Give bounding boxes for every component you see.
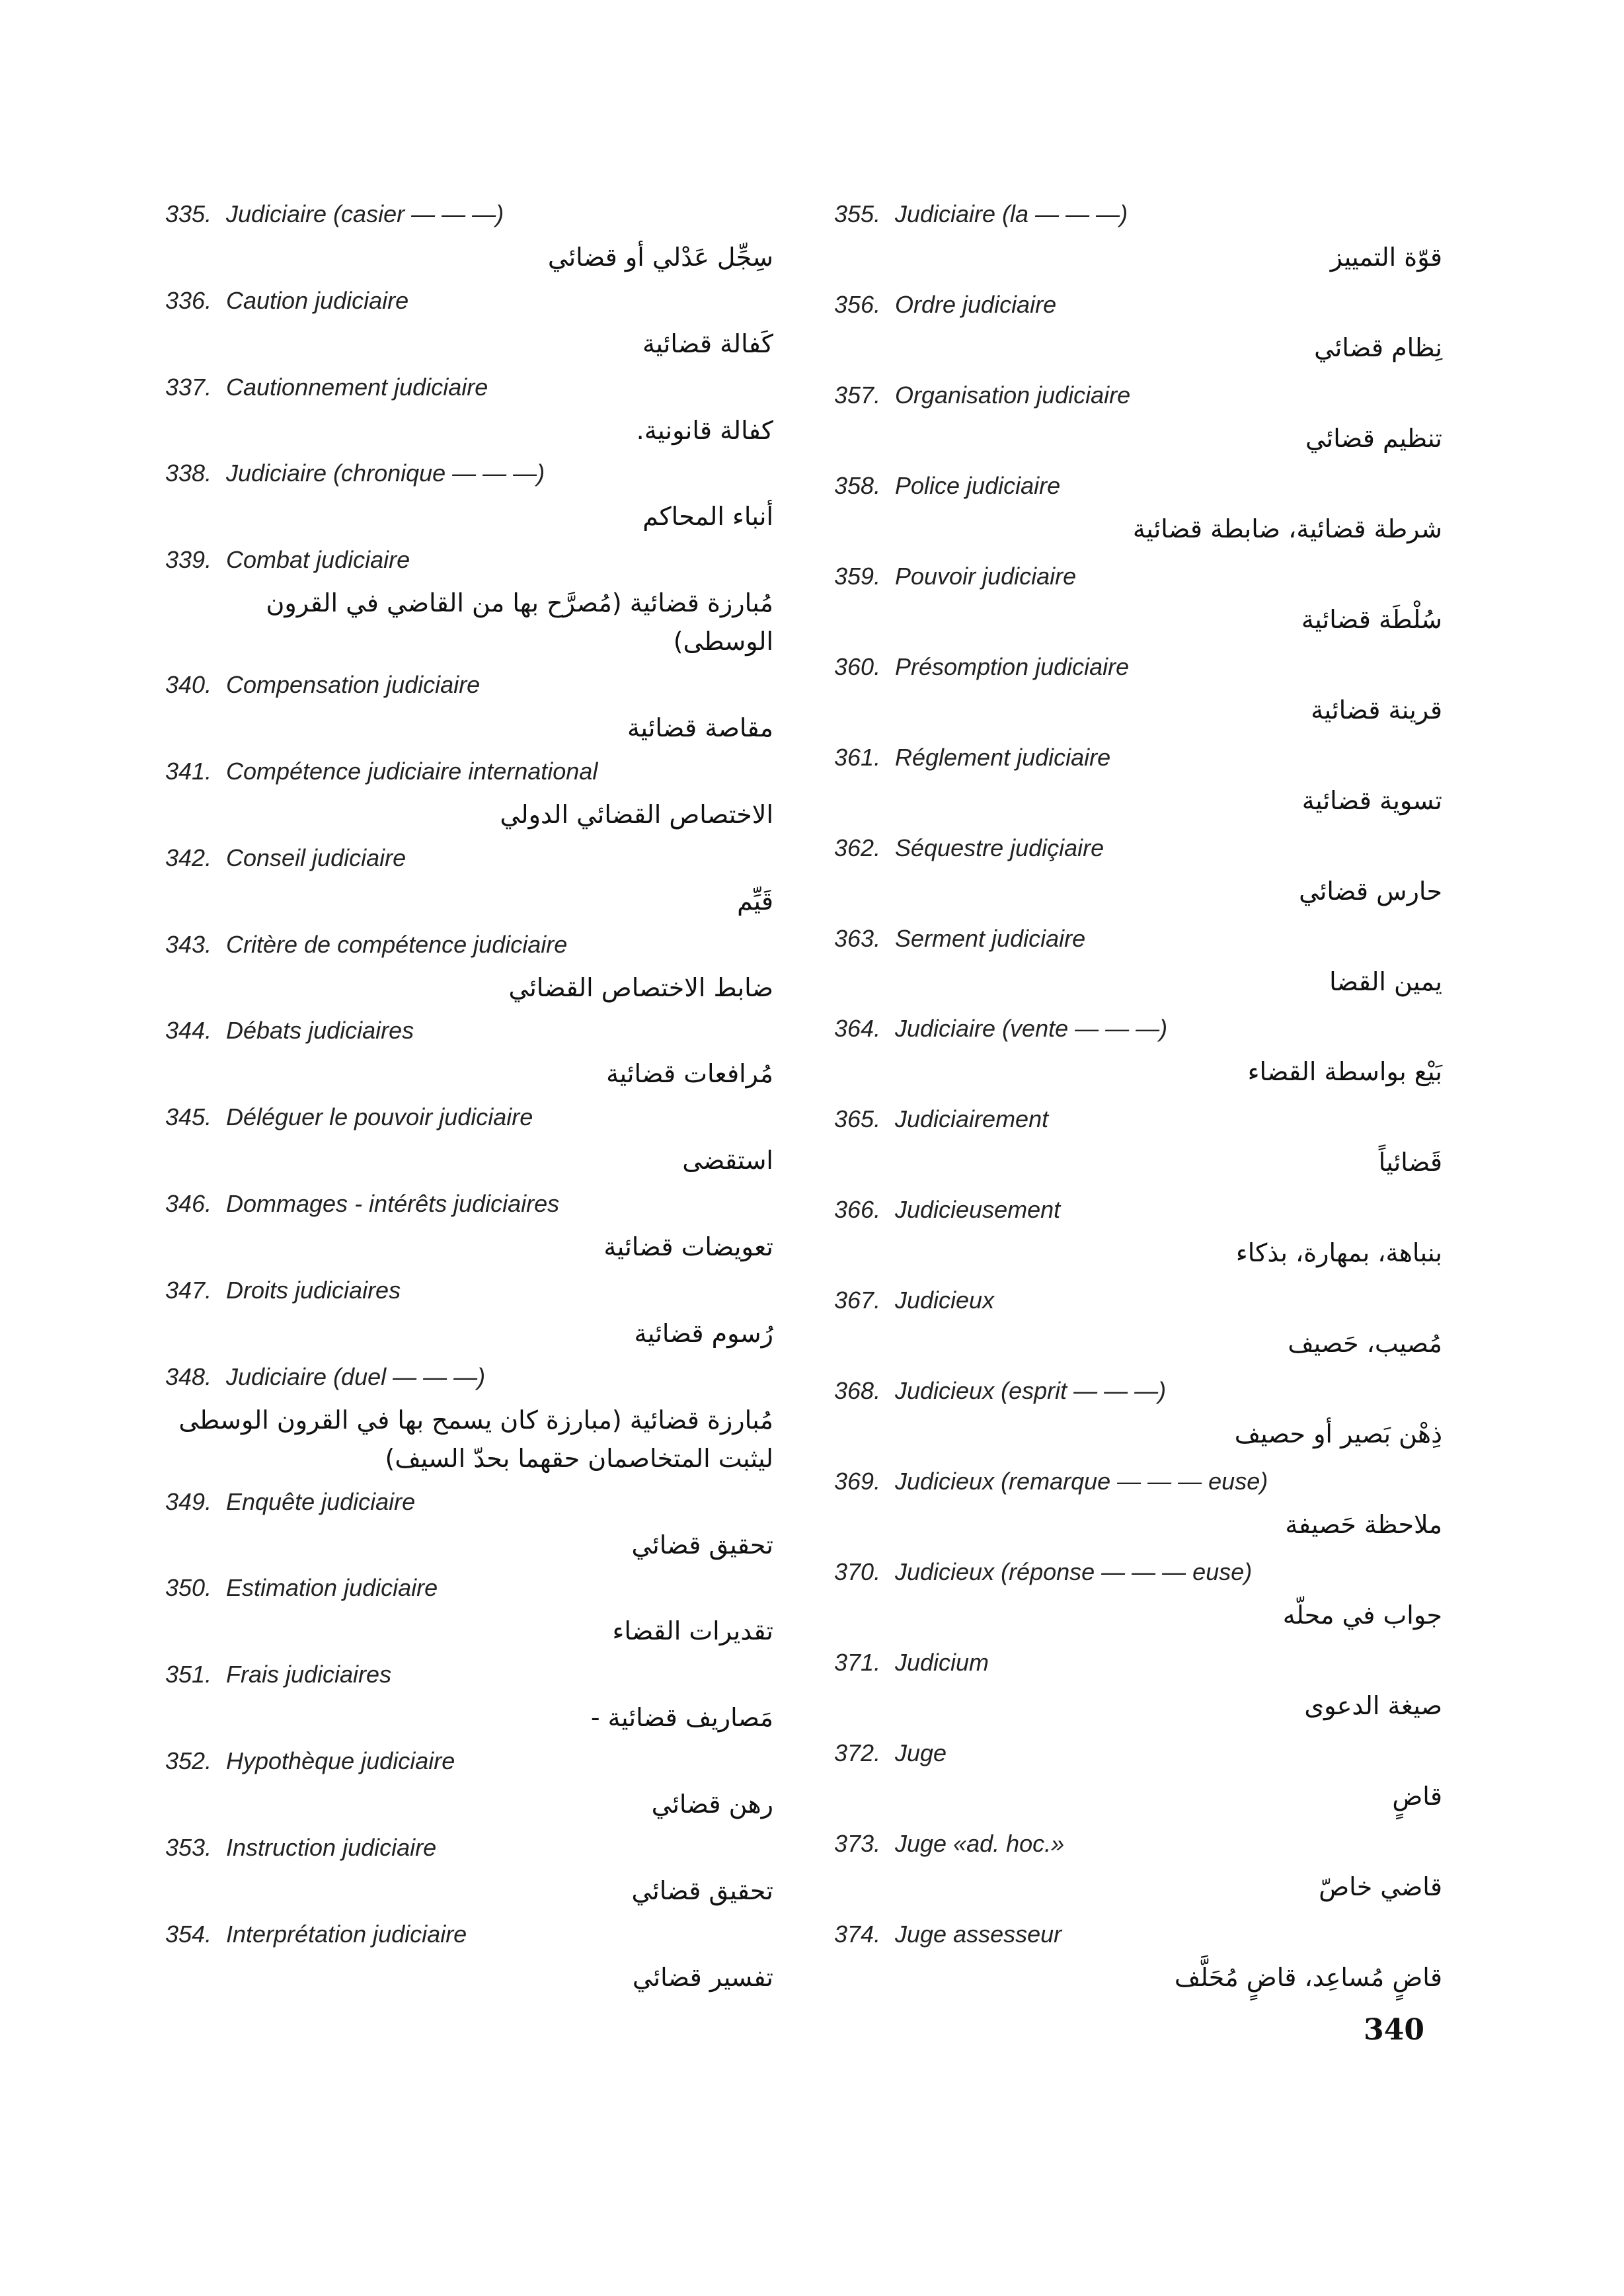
entry-term: Organisation judiciaire: [895, 381, 1131, 409]
entry-arabic-translation: سِجِّل عَدْلي أو قضائي: [547, 243, 773, 272]
entry-number: 373.: [834, 1829, 881, 1857]
entry-number: 353.: [165, 1833, 212, 1861]
entry-french-term: [165, 457, 773, 489]
entry-french-term: [834, 1556, 1442, 1588]
entry-french-term: [165, 372, 773, 403]
entry-number: 372.: [834, 1739, 881, 1766]
dictionary-entry: [165, 842, 773, 920]
dictionary-entry: [165, 756, 773, 834]
entry-number: 361.: [834, 743, 881, 771]
entry-term: Judiciairement: [895, 1105, 1049, 1133]
dictionary-entry: [165, 1188, 773, 1266]
page-number: 340: [1364, 2013, 1424, 2047]
dictionary-entry: [165, 1659, 773, 1737]
entry-term: Instruction judiciaire: [226, 1833, 437, 1861]
entry-number: 339.: [165, 546, 212, 574]
entry-number: 363.: [834, 924, 881, 952]
entry-term: Judiciaire (chronique — — —): [226, 459, 545, 487]
entry-french-term: [834, 1466, 1442, 1497]
entry-arabic-translation: بنباهة، بمهارة، بذكاء: [1235, 1238, 1442, 1268]
dictionary-entry: [834, 1013, 1442, 1091]
entry-term: Réglement judiciaire: [895, 743, 1111, 771]
entry-number: 336.: [165, 286, 212, 314]
entry-number: 362.: [834, 834, 881, 861]
entry-number: 338.: [165, 459, 212, 487]
dictionary-entry: [165, 1919, 773, 1997]
entry-french-term: [834, 1103, 1442, 1135]
entry-arabic-translation: كفالة قانونية.: [636, 415, 773, 445]
entry-number: 354.: [165, 1920, 212, 1948]
entry-number: 369.: [834, 1468, 881, 1495]
entry-arabic-translation: تسوية قضائية: [1301, 785, 1442, 815]
dictionary-entry: [834, 470, 1442, 548]
entry-french-term: [165, 1188, 773, 1220]
entry-french-term: [834, 1919, 1442, 1950]
entry-term: Enquête judiciaire: [226, 1487, 416, 1515]
entry-arabic-translation: ضابط الاختصاص القضائي: [508, 972, 773, 1002]
entry-number: 358.: [834, 471, 881, 499]
entry-number: 337.: [165, 373, 212, 401]
entry-term: Serment judiciaire: [895, 924, 1086, 952]
dictionary-entry: [165, 1832, 773, 1910]
entry-term: Judicieux (remarque — — — euse): [895, 1468, 1268, 1495]
entry-number: 370.: [834, 1558, 881, 1586]
dictionary-entry: [165, 198, 773, 276]
entry-arabic-translation: تحقيق قضائي: [631, 1530, 773, 1560]
entry-french-term: [834, 742, 1442, 773]
entry-number: 368.: [834, 1377, 881, 1405]
entry-french-term: [834, 1737, 1442, 1769]
entry-term: Judicieusement: [895, 1196, 1061, 1224]
entry-french-term: [165, 1361, 773, 1393]
entry-term: Juge «ad. hoc.»: [895, 1829, 1065, 1857]
entry-term: Estimation judiciaire: [226, 1574, 438, 1602]
entry-arabic-translation: كَفالة قضائية: [642, 329, 773, 358]
entry-term: Judicium: [895, 1649, 989, 1676]
entry-arabic-translation: شرطة قضائية، ضابطة قضائية: [1132, 514, 1442, 543]
entry-arabic-translation: مُبارزة قضائية (مبارزة كان يسمح بها في القرون الوسطى ليثبت المتخاصمان حقهما بحدّ السيف): [178, 1405, 773, 1473]
dictionary-entry: [165, 544, 773, 660]
entry-french-term: [165, 544, 773, 576]
entry-term: Judicieux (réponse — — — euse): [895, 1558, 1253, 1586]
entry-arabic-translation: رهن قضائي: [651, 1790, 773, 1819]
entry-term: Judicieux (esprit — — —): [895, 1377, 1167, 1405]
entry-arabic-translation: ذِهْن بَصير أو حصيف: [1234, 1419, 1442, 1449]
dictionary-entry: [165, 1015, 773, 1093]
entry-french-term: [834, 651, 1442, 683]
dictionary-entry: [165, 669, 773, 747]
entry-number: 357.: [834, 381, 881, 409]
entry-term: Police judiciaire: [895, 471, 1061, 499]
entry-arabic-translation: تحقيق قضائي: [631, 1876, 773, 1905]
entry-term: Pouvoir judiciaire: [895, 562, 1077, 590]
entry-term: Juge assesseur: [895, 1920, 1062, 1948]
dictionary-entry: [834, 289, 1442, 367]
entry-arabic-translation: الاختصاص القضائي الدولي: [500, 799, 773, 829]
entry-arabic-translation: قَيِّم: [737, 886, 773, 916]
entry-french-term: [165, 1015, 773, 1047]
entry-number: 340.: [165, 671, 212, 699]
entry-arabic-translation: جواب في محلّه: [1282, 1601, 1442, 1630]
entry-french-term: [834, 470, 1442, 502]
entry-arabic-translation: قاضٍ: [1392, 1781, 1442, 1811]
dictionary-entry: [165, 457, 773, 535]
entry-term: Dommages - intérêts judiciaires: [226, 1190, 560, 1218]
entry-arabic-translation: قاضٍ مُساعِد، قاضٍ مُحَلَّف: [1174, 1962, 1442, 1992]
entry-term: Judiciaire (casier — — —): [226, 200, 504, 227]
entry-french-term: [834, 923, 1442, 955]
dictionary-entry: [834, 1647, 1442, 1725]
entry-arabic-translation: قَضائياً: [1378, 1148, 1442, 1177]
entry-number: 352.: [165, 1747, 212, 1775]
dictionary-entry: [834, 1919, 1442, 1997]
entry-term: Cautionnement judiciaire: [226, 373, 488, 401]
entry-french-term: [165, 929, 773, 961]
entry-number: 341.: [165, 757, 212, 785]
entry-french-term: [834, 1647, 1442, 1679]
entry-term: Critère de compétence judiciaire: [226, 930, 568, 958]
dictionary-entry: [165, 929, 773, 1007]
entry-arabic-translation: صيغة الدعوى: [1304, 1691, 1442, 1720]
entry-french-term: [834, 379, 1442, 411]
entry-arabic-translation: نِظام قضائي: [1314, 333, 1442, 362]
entry-term: Judicieux: [895, 1287, 995, 1314]
dictionary-entry: [165, 1572, 773, 1650]
dictionary-entry: [834, 1828, 1442, 1906]
dictionary-entry: [834, 561, 1442, 639]
entry-arabic-translation: قرينة قضائية: [1311, 695, 1442, 725]
entry-term: Caution judiciaire: [226, 286, 409, 314]
entry-french-term: [834, 1194, 1442, 1226]
entry-french-term: [165, 285, 773, 317]
entry-term: Déléguer le pouvoir judiciaire: [226, 1103, 533, 1131]
entry-term: Conseil judiciaire: [226, 844, 406, 871]
entry-arabic-translation: تفسير قضائي: [632, 1962, 773, 1992]
entry-arabic-translation: سُلْطَة قضائية: [1301, 604, 1442, 634]
entry-french-term: [165, 1572, 773, 1604]
entry-term: Juge: [895, 1739, 947, 1766]
entry-arabic-translation: بَيْع بواسطة القضاء: [1247, 1057, 1442, 1087]
entry-number: 347.: [165, 1276, 212, 1304]
entry-term: Compensation judiciaire: [226, 671, 481, 699]
entry-number: 359.: [834, 562, 881, 590]
dictionary-entry: [165, 1745, 773, 1823]
entry-french-term: [834, 1013, 1442, 1045]
entry-arabic-translation: أنباء المحاكم: [642, 502, 773, 532]
entry-number: 346.: [165, 1190, 212, 1218]
dictionary-entry: [834, 923, 1442, 1001]
entry-french-term: [834, 1828, 1442, 1860]
entry-term: Interprétation judiciaire: [226, 1920, 467, 1948]
right-column: [834, 198, 1442, 1997]
dictionary-entry: [834, 1103, 1442, 1181]
entry-arabic-translation: مُصيب، حَصيف: [1288, 1329, 1442, 1359]
entry-term: Frais judiciaires: [226, 1661, 392, 1688]
entry-term: Combat judiciaire: [226, 546, 410, 574]
entry-number: 365.: [834, 1105, 881, 1133]
dictionary-entry: [834, 832, 1442, 910]
dictionary-entry: [834, 1194, 1442, 1272]
entry-arabic-translation: قاضي خاصّ: [1319, 1872, 1442, 1901]
entry-french-term: [165, 1659, 773, 1690]
entry-term: Judiciaire (duel — — —): [226, 1363, 486, 1390]
entry-french-term: [165, 669, 773, 701]
entry-french-term: [165, 842, 773, 874]
entry-french-term: [165, 198, 773, 230]
dictionary-entry: [834, 1737, 1442, 1815]
entry-french-term: [165, 1832, 773, 1864]
entry-arabic-translation: مقاصة قضائية: [627, 713, 773, 743]
entry-term: Présomption judiciaire: [895, 653, 1130, 680]
dictionary-entry: [165, 1486, 773, 1564]
dictionary-entry: [834, 1466, 1442, 1544]
entry-number: 356.: [834, 290, 881, 318]
left-column: [165, 198, 773, 1997]
entry-arabic-translation: استقضى: [682, 1146, 773, 1175]
entry-term: Judiciaire (vente — — —): [895, 1015, 1168, 1043]
entry-term: Ordre judiciaire: [895, 290, 1057, 318]
entry-french-term: [834, 198, 1442, 230]
entry-french-term: [834, 561, 1442, 592]
entry-number: 360.: [834, 653, 881, 680]
entry-number: 371.: [834, 1649, 881, 1676]
entry-number: 349.: [165, 1487, 212, 1515]
dictionary-entry: [834, 651, 1442, 729]
entry-number: 364.: [834, 1015, 881, 1043]
entry-number: 366.: [834, 1196, 881, 1224]
entry-arabic-translation: حارس قضائي: [1299, 876, 1442, 906]
entry-number: 342.: [165, 844, 212, 871]
entry-number: 345.: [165, 1103, 212, 1131]
entry-french-term: [165, 1275, 773, 1306]
entry-number: 348.: [165, 1363, 212, 1390]
entry-arabic-translation: مَصاريف قضائية -: [590, 1703, 773, 1733]
entry-term: Séquestre judiçiaire: [895, 834, 1104, 861]
entry-number: 350.: [165, 1574, 212, 1602]
entry-arabic-translation: تعويضات قضائية: [603, 1232, 773, 1262]
entry-number: 335.: [165, 200, 212, 227]
entry-arabic-translation: تقديرات القضاء: [612, 1616, 773, 1646]
dictionary-entry: [834, 198, 1442, 276]
entry-number: 367.: [834, 1287, 881, 1314]
entry-term: Judiciaire (la — — —): [895, 200, 1128, 227]
entry-arabic-translation: تنظيم قضائي: [1305, 423, 1442, 453]
dictionary-entry: [834, 742, 1442, 820]
entry-arabic-translation: مُرافعات قضائية: [606, 1059, 773, 1089]
entry-arabic-translation: مُبارزة قضائية (مُصرَّح بها من القاضي في القرون الوسطى): [266, 588, 773, 656]
entry-term: Hypothèque judiciaire: [226, 1747, 455, 1775]
entry-french-term: [834, 1375, 1442, 1407]
entry-term: Compétence judiciaire international: [226, 757, 598, 785]
entry-number: 344.: [165, 1017, 212, 1045]
dictionary-entry: [834, 1556, 1442, 1634]
entry-arabic-translation: ملاحظة حَصيفة: [1285, 1510, 1442, 1540]
entry-french-term: [165, 1919, 773, 1950]
entry-french-term: [165, 1486, 773, 1518]
entry-french-term: [165, 756, 773, 787]
entry-number: 374.: [834, 1920, 881, 1948]
entry-number: 351.: [165, 1661, 212, 1688]
entry-arabic-translation: يمين القضا: [1329, 967, 1442, 996]
entry-term: Droits judiciaires: [226, 1276, 401, 1304]
entry-arabic-translation: قوّة التمييز: [1330, 243, 1442, 272]
entry-french-term: [834, 832, 1442, 864]
entry-term: Débats judiciaires: [226, 1017, 414, 1045]
dictionary-entry: [834, 379, 1442, 457]
dictionary-entry: [834, 1285, 1442, 1363]
entry-arabic-translation: رُسوم قضائية: [634, 1318, 773, 1348]
entry-number: 343.: [165, 930, 212, 958]
entry-number: 355.: [834, 200, 881, 227]
entry-french-term: [834, 1285, 1442, 1316]
dictionary-entry: [165, 1275, 773, 1353]
dictionary-entry: [165, 372, 773, 450]
dictionary-entry: [165, 1101, 773, 1179]
dictionary-entry: [834, 1375, 1442, 1453]
entry-french-term: [834, 289, 1442, 321]
dictionary-entry: [165, 285, 773, 363]
entry-french-term: [165, 1101, 773, 1133]
dictionary-entry: [165, 1361, 773, 1478]
entry-french-term: [165, 1745, 773, 1777]
